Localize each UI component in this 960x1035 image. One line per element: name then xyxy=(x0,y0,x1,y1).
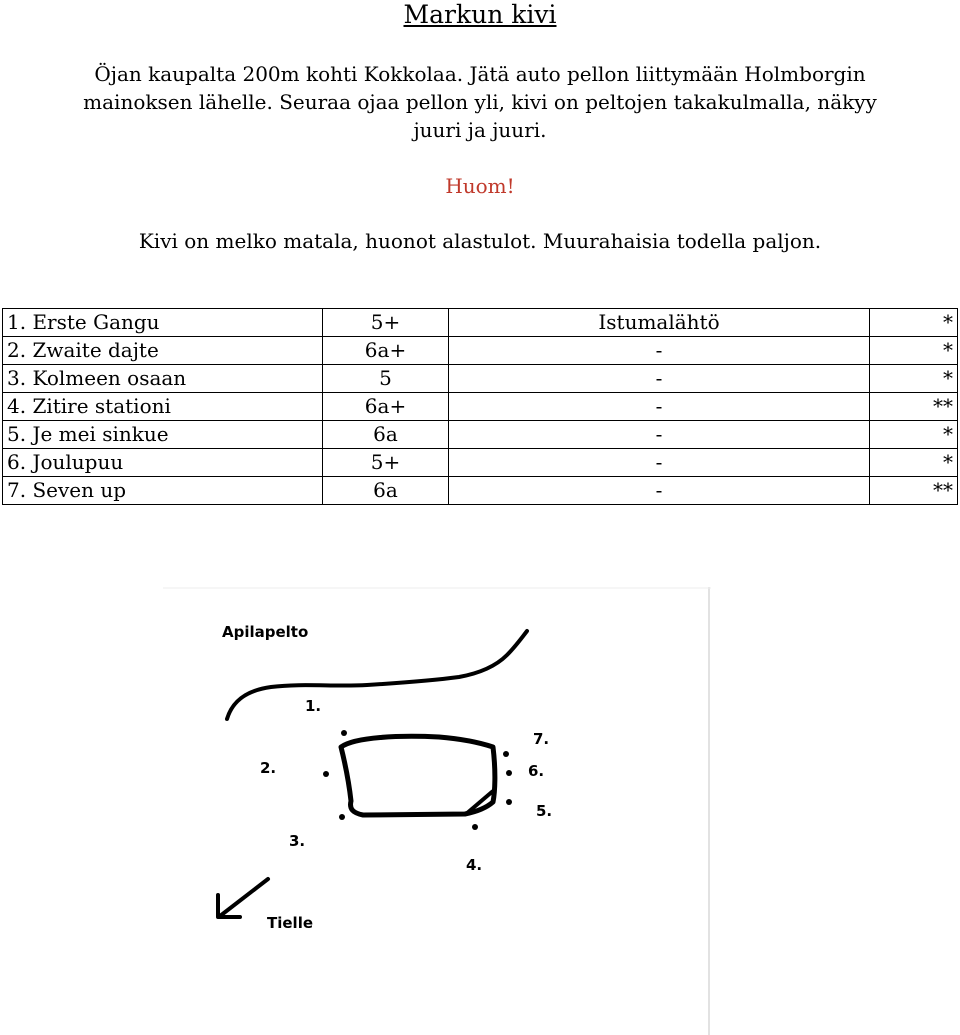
route-stars: * xyxy=(870,365,958,393)
boulder-map xyxy=(163,587,711,1035)
route-start: - xyxy=(449,421,870,449)
field-label: Apilapelto xyxy=(222,623,309,641)
table-row xyxy=(3,337,958,365)
route-stars: ** xyxy=(870,393,958,421)
route-name: 1. Erste Gangu xyxy=(3,309,323,337)
route-dot xyxy=(339,814,345,820)
route-dot xyxy=(503,751,509,757)
route-marker-4: 4. xyxy=(466,856,483,874)
route-dot xyxy=(341,730,347,736)
map-drawing xyxy=(163,587,711,1035)
route-name: 3. Kolmeen osaan xyxy=(3,365,323,393)
route-start: - xyxy=(449,477,870,505)
route-dot xyxy=(506,770,512,776)
route-stars: * xyxy=(870,421,958,449)
route-name: 4. Zitire stationi xyxy=(3,393,323,421)
route-marker-6: 6. xyxy=(528,762,545,780)
table-row xyxy=(3,449,958,477)
directions-line-3: juuri ja juuri. xyxy=(413,118,547,142)
route-grade: 6a xyxy=(323,477,449,505)
notice-heading: Huom! xyxy=(445,174,515,198)
notice-text: Kivi on melko matala, huonot alastulot. Muurahaisia todella paljon. xyxy=(138,229,822,253)
route-grade: 5+ xyxy=(323,309,449,337)
directions-paragraph xyxy=(20,60,940,144)
routes-table xyxy=(2,308,958,505)
table-row xyxy=(3,365,958,393)
route-dot xyxy=(472,824,478,830)
route-marker-5: 5. xyxy=(536,802,553,820)
route-grade: 5+ xyxy=(323,449,449,477)
route-marker-7: 7. xyxy=(533,730,550,748)
route-grade: 6a+ xyxy=(323,337,449,365)
route-marker-3: 3. xyxy=(289,832,306,850)
route-name: 7. Seven up xyxy=(3,477,323,505)
route-marker-1: 1. xyxy=(305,697,322,715)
route-start: - xyxy=(449,393,870,421)
page-title: Markun kivi xyxy=(403,0,557,29)
directions-line-2: mainoksen lähelle. Seuraa ojaa pellon yli, kivi on peltojen takakulmalla, näkyy xyxy=(83,90,877,114)
route-start: - xyxy=(449,337,870,365)
table-row xyxy=(3,421,958,449)
route-grade: 6a xyxy=(323,421,449,449)
route-grade: 5 xyxy=(323,365,449,393)
route-stars: * xyxy=(870,309,958,337)
table-row xyxy=(3,477,958,505)
route-dot xyxy=(323,771,329,777)
route-stars: ** xyxy=(870,477,958,505)
route-name: 5. Je mei sinkue xyxy=(3,421,323,449)
route-stars: * xyxy=(870,449,958,477)
table-row xyxy=(3,309,958,337)
route-start: - xyxy=(449,449,870,477)
road-label: Tielle xyxy=(267,914,314,932)
map-canvas xyxy=(163,587,711,1035)
table-row xyxy=(3,393,958,421)
route-start: Istumalähtö xyxy=(449,309,870,337)
route-dot xyxy=(506,799,512,805)
route-name: 6. Joulupuu xyxy=(3,449,323,477)
directions-line-1: Öjan kaupalta 200m kohti Kokkolaa. Jätä auto pellon liittymään Holmborgin xyxy=(94,62,866,86)
route-start: - xyxy=(449,365,870,393)
route-grade: 6a+ xyxy=(323,393,449,421)
route-marker-2: 2. xyxy=(260,759,277,777)
route-name: 2. Zwaite dajte xyxy=(3,337,323,365)
route-stars: * xyxy=(870,337,958,365)
